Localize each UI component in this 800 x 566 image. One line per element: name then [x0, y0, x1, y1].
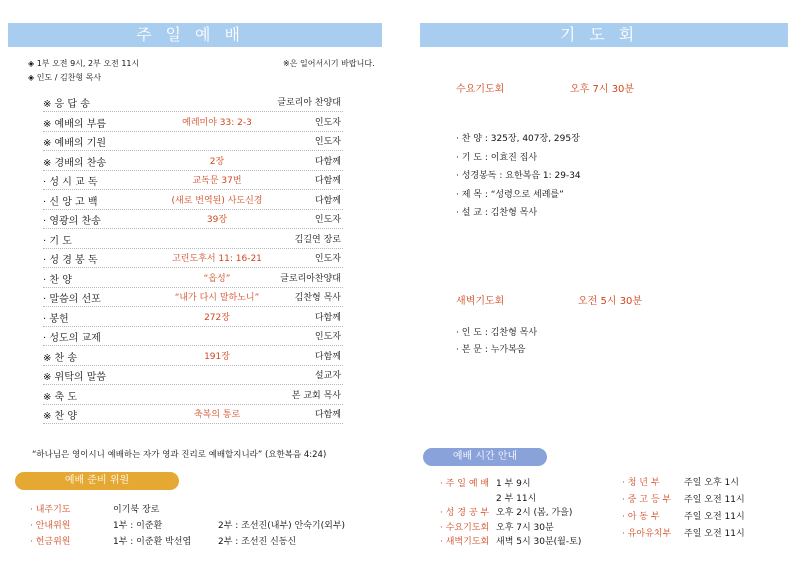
order-item-detail: 2장 [209, 156, 225, 167]
prayer-header: 기도회 [420, 23, 788, 47]
order-row [43, 92, 343, 112]
dawn-time: 오전 5시 30분 [578, 296, 643, 307]
order-item-detail: 272장 [204, 312, 230, 323]
order-item-name: · 말씀의 선포 [43, 294, 101, 305]
order-item-person: 다함께 [314, 351, 341, 362]
prep-first-service: 1부 : 이준환 [113, 521, 163, 531]
order-row [43, 385, 343, 405]
order-item-name: ※ 찬 양 [43, 411, 78, 422]
order-row [43, 131, 343, 151]
order-row [43, 112, 343, 132]
order-item-name: ※ 응 답 송 [43, 99, 90, 110]
order-item-name: ※ 축 도 [43, 391, 78, 403]
schedule-label: · 아 동 부 [622, 512, 660, 522]
order-row [43, 346, 343, 366]
schedule-label: · 청 년 부 [622, 478, 660, 488]
order-row [43, 151, 343, 171]
order-item-name: ※ 예배의 부름 [43, 118, 107, 130]
order-item-detail: 축복의 통로 [193, 410, 241, 420]
order-item-detail: 191장 [204, 351, 230, 362]
order-item-detail: (새로 번역된) 사도신경 [171, 195, 263, 206]
order-item-person: 인도자 [314, 215, 341, 225]
order-item-name: ※ 경배의 찬송 [43, 157, 107, 169]
prayer-item: · 찬 양 : 325장, 407장, 295장 [456, 134, 580, 144]
diamond-icon: ◈ [28, 59, 37, 68]
order-row [43, 229, 343, 249]
schedule-label: · 주 일 예 배 [440, 479, 490, 489]
order-item-person: 다함께 [314, 312, 341, 323]
schedule-value: 1 부 9시 [496, 479, 531, 489]
order-item-detail: 예레미야 33: 2-3 [182, 117, 252, 128]
prayer-item: · 제 목 : “성령으로 세례를” [456, 189, 564, 200]
schedule-value: 2 부 11시 [496, 493, 537, 504]
standing-note: ※은 일어서시기 바랍니다. [283, 59, 375, 68]
prep-second-service: 2부 : 조선진 신동신 [218, 537, 297, 547]
prayer-item: · 성경봉독 : 요한복음 1: 29-34 [456, 171, 581, 181]
schedule-label: · 중 고 등 부 [622, 495, 672, 505]
schedule-label: · 수요기도회 [440, 522, 490, 533]
order-row [43, 307, 343, 327]
leader-text: 인도 / 김찬형 목사 [36, 73, 102, 82]
schedule-value: 새벽 5시 30분(월-토) [496, 537, 582, 547]
service-times [28, 58, 139, 69]
schedule-value: 주일 오전 11시 [684, 512, 745, 522]
order-row [43, 404, 343, 424]
order-row [43, 190, 343, 210]
order-item-person: 설교자 [314, 371, 341, 381]
prep-first-service: 이기북 장로 [113, 505, 160, 515]
leader [28, 72, 101, 83]
order-item-name: ※ 찬 송 [43, 352, 78, 364]
order-item-name: · 봉헌 [43, 313, 69, 325]
prep-label: · 헌금위원 [30, 537, 71, 547]
service-times-text: 1부 오전 9시, 2부 오전 11시 [36, 59, 140, 68]
prayer-item: · 기 도 : 이효진 집사 [456, 152, 538, 163]
order-item-name: · 성 시 교 독 [43, 177, 98, 188]
prep-second-service: 2부 : 조선진(내부) 안숙기(외부) [218, 521, 346, 531]
dawn-title: 새벽기도회 [456, 296, 505, 307]
order-item-person: 다함께 [314, 410, 341, 420]
order-row [43, 287, 343, 307]
order-row [43, 170, 343, 190]
order-item-name: · 기 도 [43, 235, 72, 247]
prayer-item: · 본 문 : 누가복음 [456, 345, 526, 355]
order-item-name: · 성 경 봉 독 [43, 255, 98, 266]
bible-quote: “하나님은 영이시니 예배하는 자가 영과 진리로 예배할지니라” (요한복음 4:24) [32, 450, 327, 460]
order-row [43, 248, 343, 268]
order-item-person: 글로리아 찬양대 [277, 98, 341, 108]
order-item-person: 인도자 [314, 137, 341, 147]
diamond-icon: ◈ [28, 73, 37, 82]
prep-label: · 안내위원 [30, 521, 71, 531]
schedule-value: 주일 오전 11시 [684, 529, 745, 539]
order-item-person: 다함께 [314, 156, 341, 167]
order-item-name: · 찬 양 [43, 274, 72, 286]
order-row [43, 365, 343, 385]
order-item-name: · 성도의 교제 [43, 333, 101, 344]
prep-first-service: 1부 : 이준환 박선엽 [113, 537, 192, 547]
wed-title: 수요기도회 [456, 84, 505, 95]
order-item-person: 다함께 [314, 195, 341, 206]
order-item-person: 다함께 [314, 176, 341, 186]
schedule-value: 오후 2시 (봄, 가을) [496, 508, 573, 518]
order-item-person: 김길연 장로 [294, 234, 341, 245]
prep-committee-header: 예배 준비 위원 [15, 472, 179, 490]
schedule-header: 예배 시간 안내 [423, 448, 547, 466]
order-item-person: 인도자 [314, 117, 341, 128]
prep-label: · 내주기도 [30, 505, 71, 515]
order-item-person: 인도자 [314, 332, 341, 342]
order-row [43, 209, 343, 229]
prayer-item: · 인 도 : 김찬형 목사 [456, 328, 538, 338]
order-item-person: 인도자 [314, 254, 341, 264]
order-item-name: ※ 위탁의 말씀 [43, 372, 107, 383]
order-item-detail: “내가 다시 말하노니” [174, 293, 260, 303]
schedule-label: · 새벽기도회 [440, 537, 490, 547]
wed-time: 오후 7시 30분 [570, 84, 635, 95]
order-item-detail: 고린도후서 11: 16-21 [172, 254, 262, 264]
schedule-label: · 유아유치부 [622, 529, 672, 539]
order-item-person: 본 교회 목사 [291, 390, 341, 401]
schedule-value: 오후 7시 30분 [496, 522, 554, 533]
schedule-value: 주일 오후 1시 [684, 478, 739, 488]
order-item-detail: “옵성” [203, 273, 231, 284]
prayer-item: · 설 교 : 김찬형 목사 [456, 208, 538, 218]
worship-header: 주일예배 [8, 23, 382, 47]
order-row [43, 326, 343, 346]
order-item-person: 글로리아찬양대 [280, 273, 341, 284]
order-item-person: 김찬형 목사 [294, 293, 341, 303]
order-item-name: · 신 앙 고 백 [43, 196, 98, 208]
order-item-name: · 영광의 찬송 [43, 216, 101, 227]
order-item-detail: 39장 [206, 215, 228, 225]
order-item-name: ※ 예배의 기원 [43, 138, 107, 149]
schedule-label: · 성 경 공 부 [440, 508, 490, 518]
order-row [43, 268, 343, 288]
schedule-value: 주일 오전 11시 [684, 495, 745, 505]
order-item-detail: 교독문 37번 [192, 176, 242, 186]
